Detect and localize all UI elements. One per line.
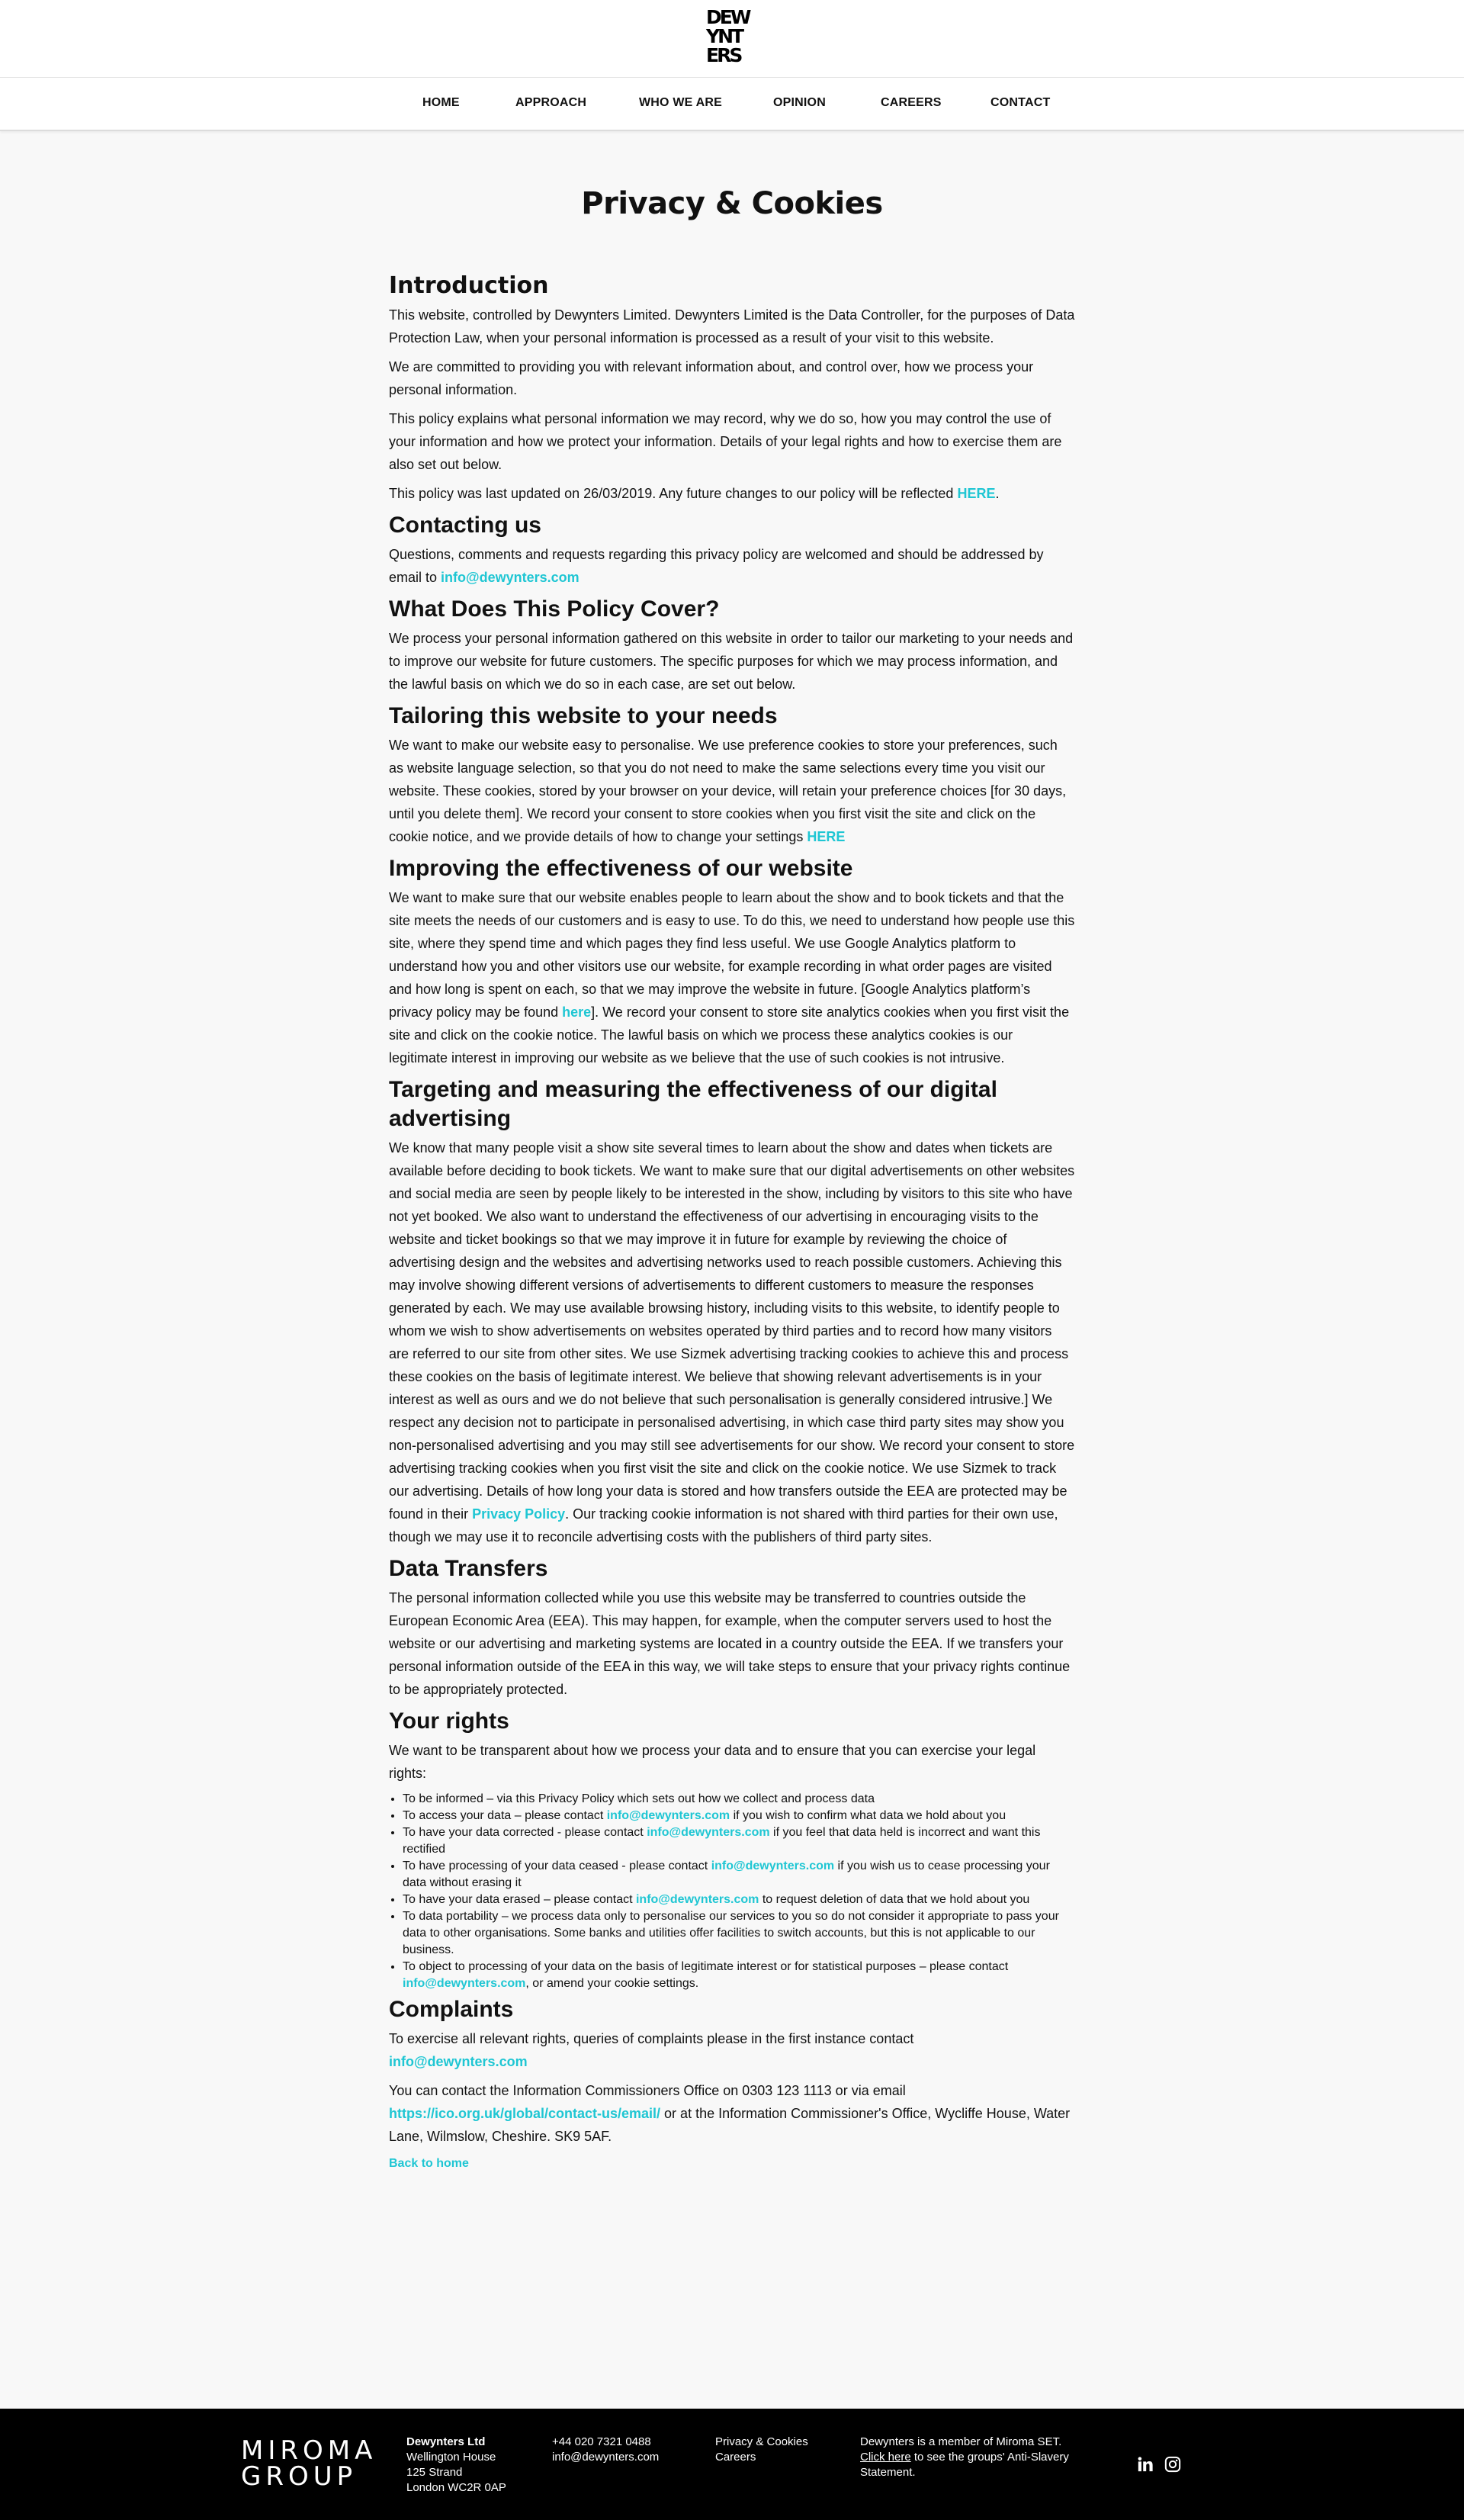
list-item <box>403 1959 1075 1992</box>
right-text: To access your data – please contact <box>403 1809 607 1822</box>
contact-paragraph <box>389 543 1075 589</box>
google-analytics-policy-link[interactable]: here <box>562 1004 592 1020</box>
ico-email-link[interactable]: https://ico.org.uk/global/contact-us/email/ <box>389 2106 661 2121</box>
right-text: if you wish us to cease processing your data without erasing it <box>403 1859 1050 1889</box>
list-item <box>403 1808 1075 1824</box>
complaints-text: To exercise all relevant rights, queries of complaints please in the first instance contact <box>389 2031 914 2046</box>
intro-paragraph-3: This policy explains what personal information we may record, why we do so, how you may control the use of your information and how we protect your information. Details of your legal rights and how to exercise them are also set out below. <box>389 411 1062 472</box>
section-complaints <box>389 1995 1075 2148</box>
list-item <box>403 1824 1075 1858</box>
transfers-paragraph: The personal information collected while you use this website may be transferred to countries outside the European Economic Area (EEA). This may happen, for example, when the computer servers used to host the website or our advertising and marketing systems are located in a country outside the EEA. If we transfers your personal information outside of the EEA in this way, we will take steps to ensure that your privacy rights continue to be appropriately protected. <box>389 1590 1071 1697</box>
list-item <box>403 1908 1075 1959</box>
miroma-logo-line-2: GROUP <box>241 2461 358 2492</box>
footer-click-here-link[interactable] <box>860 2451 911 2464</box>
back-to-home-link[interactable]: Back to home <box>389 2157 469 2170</box>
right-text: To data portability – we process data only to personalise our services to you so do not consider it appropriate to pass your data to other organisations. Some banks and utilities offer facilities to switch accounts, but this is not applicable to our business. <box>403 1910 1059 1956</box>
heading-improving: Improving the effectiveness of our website <box>389 856 853 881</box>
intro-period: . <box>995 486 1000 501</box>
rights-email-link[interactable]: info@dewynters.com <box>647 1826 770 1839</box>
nav-home[interactable]: HOME <box>422 96 460 109</box>
heading-policy-cover: What Does This Policy Cover? <box>389 596 720 622</box>
policy-changes-link[interactable]: HERE <box>957 486 996 501</box>
cover-paragraph: We process your personal information gathered on this website in order to tailor our marketing to your needs and to improve our website for future customers. The specific purposes for which we may process information, and the lawful basis on which we do so in each case, are set out below. <box>389 631 1074 692</box>
footer-member-note <box>860 2435 1081 2480</box>
footer-company-name: Dewynters Ltd <box>406 2435 486 2448</box>
intro-paragraph-4 <box>389 482 1075 505</box>
contact-email-link[interactable]: info@dewynters.com <box>441 570 580 585</box>
heading-complaints: Complaints <box>389 1997 514 2022</box>
footer-privacy-link[interactable]: Privacy & Cookies <box>715 2435 808 2448</box>
section-targeting <box>389 1075 1075 1548</box>
footer-links <box>715 2435 808 2465</box>
footer-contact <box>552 2435 659 2465</box>
list-item <box>403 1791 1075 1808</box>
improving-text-b: ]. We record your consent to store site analytics cookies when you first visit the site and click on the cookie notice. The lawful basis on which we process these analytics cookies is our legitimate interest in improving our website as we believe that the use of such cookies is not intrusive. <box>389 1004 1070 1066</box>
site-footer <box>0 2409 1464 2520</box>
complaints-paragraph-2 <box>389 2079 1075 2148</box>
nav-contact[interactable]: CONTACT <box>990 96 1051 109</box>
logo-line-3: ERS <box>706 44 741 66</box>
footer-member-text: Dewynters is a member of Miroma SET. <box>860 2435 1062 2448</box>
right-text: if you feel that data held is incorrect and want this rectified <box>403 1826 1041 1856</box>
right-text: To have your data erased – please contact <box>403 1893 636 1906</box>
site-header <box>0 0 1464 78</box>
footer-slavery-text: to see the groups' Anti-Slavery Statement. <box>860 2451 1069 2479</box>
rights-email-link[interactable]: info@dewynters.com <box>711 1859 835 1872</box>
section-your-rights <box>389 1707 1075 1992</box>
intro-paragraph-1: This website, controlled by Dewynters Limited. Dewynters Limited is the Data Controller, for the purposes of Data Protection Law, when your personal information is processed as a result of your visit to this website. <box>389 307 1075 346</box>
page-title: Privacy & Cookies <box>581 186 883 221</box>
miroma-logo-line-1: MIROMA <box>241 2435 377 2466</box>
rights-intro: We want to be transparent about how we process your data and to ensure that you can exercise your legal rights: <box>389 1743 1036 1781</box>
targeting-paragraph <box>389 1136 1075 1548</box>
footer-email-link[interactable]: info@dewynters.com <box>552 2451 660 2464</box>
main-nav <box>0 78 1464 131</box>
complaints-email-link[interactable]: info@dewynters.com <box>389 2054 528 2069</box>
footer-address-line: 125 Strand <box>406 2466 463 2479</box>
footer-phone-link[interactable]: +44 020 7321 0488 <box>552 2435 651 2448</box>
section-contacting-us <box>389 511 1075 589</box>
section-policy-cover <box>389 595 1075 696</box>
heading-your-rights: Your rights <box>389 1708 509 1734</box>
nav-who-we-are[interactable]: WHO WE ARE <box>639 96 722 109</box>
heading-targeting: Targeting and measuring the effectiveness of our digital advertising <box>389 1077 997 1131</box>
ico-text-b: or at the Information Commissioner's Office, Wycliffe House, Water Lane, Wilmslow, Cheshire. SK9 5AF. <box>389 2106 1071 2144</box>
right-text: if you wish to confirm what data we hold about you <box>730 1809 1006 1822</box>
rights-email-link[interactable]: info@dewynters.com <box>403 1977 526 1990</box>
heading-contacting-us: Contacting us <box>389 513 541 538</box>
targeting-text-a: We know that many people visit a show site several times to learn about the show and dates when tickets are available before deciding to book tickets. We want to make sure that our digital advertisements on other websites and social media are seen by people likely to be interested in the show, including by visitors to this site who have not yet booked. We also want to understand the effectiveness of our advertising in encouraging visits to the website and ticket bookings so that we may improve it in future for example by reviewing the choice of advertising design and the websites and advertising networks used to reach possible customers. Achieving this may involve showing different versions of advertisements to different customers to measure the responses generated by each. We may use available browsing history, including visits to this website, to identify people to whom we wish to show advertisements on websites operated by third parties and to record how many visitors are referred to our site from other sites. We use Sizmek advertising tracking cookies to achieve this and process these cookies on the basis of legitimate interest. We believe that showing relevant advertisements is in your interest as well as ours and we do not believe that such personalisation is generally considered intrusive.] We respect any decision not to participate in personalised advertising, in which case third party sites may show you non-personalised advertising and you may still see advertisements for our show. We record your consent to store advertising tracking cookies when you first visit the site and click on the cookie notice. We use Sizmek to track our advertising. Details of how long your data is stored and how transfers outside the EEA are protected may be found in their <box>389 1140 1075 1522</box>
footer-address <box>406 2435 506 2496</box>
footer-address-line: London WC2R 0AP <box>406 2481 506 2494</box>
logo-line-1: DEW <box>706 6 750 28</box>
nav-approach[interactable]: APPROACH <box>515 96 587 109</box>
right-text: To have your data corrected - please contact <box>403 1826 647 1839</box>
intro-paragraph-2: We are committed to providing you with relevant information about, and control over, how we process your personal information. <box>389 359 1034 397</box>
miroma-group-logo[interactable] <box>241 2435 377 2492</box>
rights-email-link[interactable]: info@dewynters.com <box>635 1893 759 1906</box>
nav-opinion[interactable]: OPINION <box>773 96 826 109</box>
intro-updated-text: This policy was last updated on 26/03/2019. Any future changes to our policy will be reflected <box>389 486 958 501</box>
sizmek-privacy-policy-link[interactable]: Privacy Policy <box>472 1506 566 1522</box>
footer-click-here-text: Click here <box>860 2451 911 2464</box>
right-text: To be informed – via this Privacy Policy which sets out how we collect and process data <box>403 1792 875 1805</box>
heading-tailoring: Tailoring this website to your needs <box>389 703 778 728</box>
cookie-settings-link[interactable]: HERE <box>807 829 846 844</box>
footer-address-line: Wellington House <box>406 2451 496 2464</box>
contact-text: Questions, comments and requests regarding this privacy policy are welcomed and should be addressed by email to <box>389 547 1044 585</box>
rights-email-link[interactable]: info@dewynters.com <box>606 1809 730 1822</box>
section-improving <box>389 854 1075 1069</box>
nav-careers[interactable]: CAREERS <box>881 96 942 109</box>
tailoring-paragraph <box>389 734 1075 848</box>
rights-list <box>403 1791 1075 1992</box>
list-item <box>403 1892 1075 1908</box>
section-tailoring <box>389 702 1075 848</box>
policy-content <box>389 272 1075 2171</box>
dewynters-logo[interactable] <box>706 8 758 67</box>
heading-introduction: Introduction <box>389 272 549 299</box>
targeting-text-b: . Our tracking cookie information is not shared with third parties for their own use, though we may use it to reconcile advertising costs with the publishers of third party sites. <box>389 1506 1058 1544</box>
right-text: to request deletion of data that we hold about you <box>759 1893 1030 1906</box>
linkedin-icon[interactable] <box>1137 2456 1154 2473</box>
right-text: , or amend your cookie settings. <box>525 1977 699 1990</box>
complaints-paragraph-1 <box>389 2027 938 2073</box>
section-data-transfers <box>389 1554 1075 1701</box>
improving-text-a: We want to make sure that our website enables people to learn about the show and to book tickets and that the site meets the needs of our customers and is easy to use. To do this, we need to understand how people use this site, where they spend time and which pages they find less useful. We use Google Analytics platform to understand how you and other visitors use our website, for example recording in what order pages are visited and how long is spent on each, so that we may improve the website in future. [Google Analytics platform’s privacy policy may be found <box>389 890 1075 1020</box>
instagram-icon[interactable] <box>1164 2456 1181 2473</box>
improving-paragraph <box>389 886 1075 1069</box>
right-text: To object to processing of your data on the basis of legitimate interest or for statistical purposes – please contact <box>403 1960 1009 1973</box>
section-introduction <box>389 272 1075 505</box>
footer-careers-link[interactable]: Careers <box>715 2451 756 2464</box>
right-text: To have processing of your data ceased - please contact <box>403 1859 711 1872</box>
list-item <box>403 1858 1075 1892</box>
heading-data-transfers: Data Transfers <box>389 1556 548 1581</box>
logo-line-2: YNT <box>706 25 743 47</box>
tailoring-text: We want to make our website easy to personalise. We use preference cookies to store your preferences, such as website language selection, so that you do not need to make the same selections every time you visit our website. These cookies, stored by your browser on your device, will retain your preference choices [for 30 days, until you delete them]. We record your consent to store cookies when you first visit the site and click on the cookie notice, and we provide details of how to change your settings <box>389 738 1067 844</box>
ico-text-a: You can contact the Information Commissioners Office on 0303 123 1113 or via email <box>389 2083 906 2098</box>
